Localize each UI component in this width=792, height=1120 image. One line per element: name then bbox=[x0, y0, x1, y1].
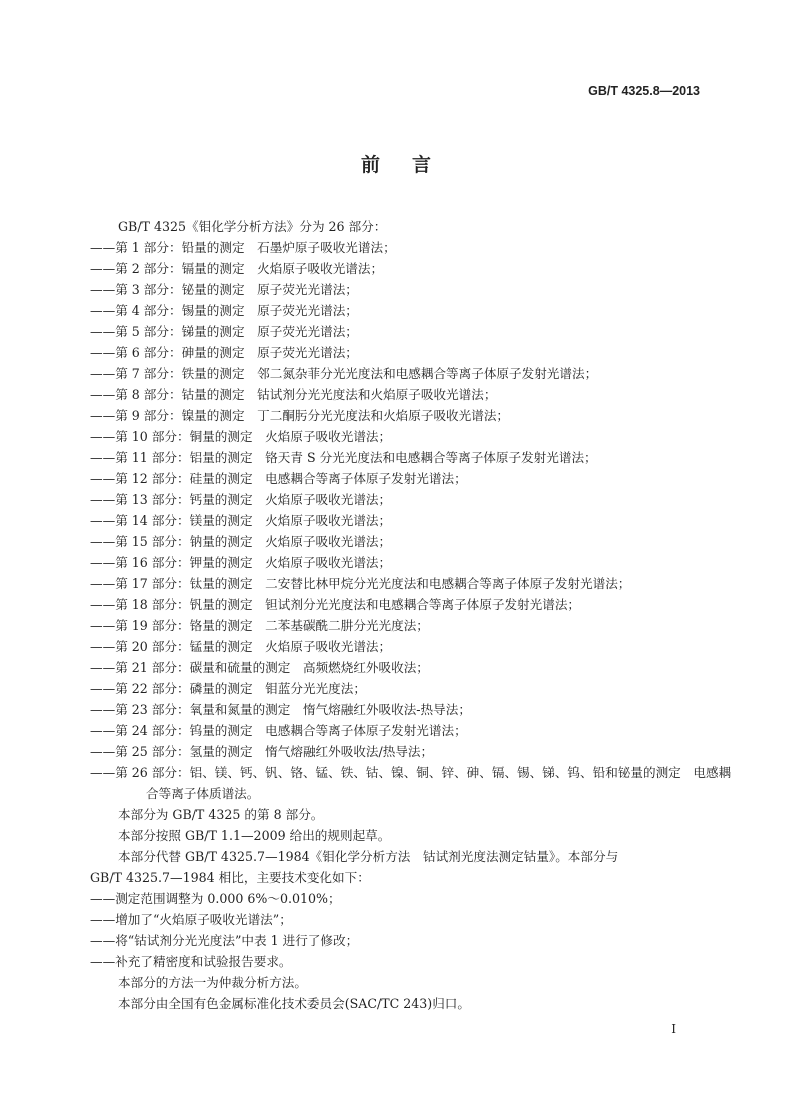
list-item: ——第 15 部分：钠量的测定 火焰原子吸收光谱法； bbox=[90, 534, 392, 549]
list-item: ——第 12 部分：硅量的测定 电感耦合等离子体原子发射光谱法； bbox=[90, 471, 467, 486]
list-item: ——第 24 部分：钨量的测定 电感耦合等离子体原子发射光谱法； bbox=[90, 723, 467, 738]
list-item: ——第 2 部分：镉量的测定 火焰原子吸收光谱法； bbox=[90, 261, 384, 276]
list-item: ——第 25 部分：氢量的测定 惰气熔融红外吸收法/热导法； bbox=[90, 744, 434, 759]
list-item: ——第 6 部分：砷量的测定 原子荧光光谱法； bbox=[90, 345, 358, 360]
list-item: ——第 7 部分：铁量的测定 邻二氮杂菲分光光度法和电感耦合等离子体原子发射光谱法； bbox=[90, 366, 598, 381]
list-item: ——增加了“火焰原子吸收光谱法”； bbox=[90, 912, 292, 927]
list-item: ——第 4 部分：锡量的测定 原子荧光光谱法； bbox=[90, 303, 358, 318]
list-item: ——第 17 部分：钛量的测定 二安替比林甲烷分光光度法和电感耦合等离子体原子发射光谱法； bbox=[90, 576, 631, 591]
list-item: ——第 21 部分：碳量和硫量的测定 高频燃烧红外吸收法； bbox=[90, 660, 429, 675]
list-item: ——测定范围调整为 0.000 6%～0.010%； bbox=[90, 891, 341, 906]
list-item-part26 bbox=[90, 762, 732, 804]
replacement-continuation: GB/T 4325.7—1984 相比，主要技术变化如下： bbox=[90, 870, 370, 885]
list-item: ——第 18 部分：钒量的测定 钽试剂分光光度法和电感耦合等离子体原子发射光谱法； bbox=[90, 597, 581, 612]
list-item: ——第 9 部分：镍量的测定 丁二酮肟分光光度法和火焰原子吸收光谱法； bbox=[90, 408, 510, 423]
list-item: ——第 23 部分：氧量和氮量的测定 惰气熔融红外吸收法-热导法； bbox=[90, 702, 471, 717]
intro-line: GB/T 4325《钼化学分析方法》分为 26 部分： bbox=[118, 219, 387, 234]
list-item: ——第 10 部分：铜量的测定 火焰原子吸收光谱法； bbox=[90, 429, 392, 444]
list-item: ——第 3 部分：铋量的测定 原子荧光光谱法； bbox=[90, 282, 358, 297]
list-item: ——第 13 部分：钙量的测定 火焰原子吸收光谱法； bbox=[90, 492, 392, 507]
list-item: ——第 1 部分：铅量的测定 石墨炉原子吸收光谱法； bbox=[90, 240, 396, 255]
standard-number: GB/T 4325.8—2013 bbox=[588, 84, 700, 98]
this-part-statement: 本部分为 GB/T 4325 的第 8 部分。 bbox=[118, 807, 324, 822]
replacement-line: 本部分代替 GB/T 4325.7—1984《钼化学分析方法 钴试剂光度法测定钴量》。本部分与 bbox=[118, 849, 619, 864]
list-item: ——第 19 部分：铬量的测定 二苯基碳酰二肼分光光度法； bbox=[90, 618, 429, 633]
parts-list bbox=[90, 237, 732, 804]
list-item: ——第 5 部分：锑量的测定 原子荧光光谱法； bbox=[90, 324, 358, 339]
list-item: ——第 20 部分：锰量的测定 火焰原子吸收光谱法； bbox=[90, 639, 392, 654]
list-item: ——第 16 部分：钾量的测定 火焰原子吸收光谱法； bbox=[90, 555, 392, 570]
list-item: ——将“钴试剂分光光度法”中表 1 进行了修改； bbox=[90, 933, 359, 948]
list-item: ——第 8 部分：钴量的测定 钴试剂分光光度法和火焰原子吸收光谱法； bbox=[90, 387, 497, 402]
managed-by-statement: 本部分由全国有色金属标准化技术委员会(SAC/TC 243)归口。 bbox=[118, 996, 470, 1011]
page-number: I bbox=[671, 1022, 676, 1036]
page-title: 前言 bbox=[360, 154, 463, 176]
arbitration-statement: 本部分的方法一为仲裁分析方法。 bbox=[118, 975, 307, 990]
list-item: ——第 14 部分：镁量的测定 火焰原子吸收光谱法； bbox=[90, 513, 392, 528]
changes-list bbox=[90, 888, 702, 972]
list-item: ——补充了精密度和试验报告要求。 bbox=[90, 954, 292, 969]
list-item: ——第 22 部分：磷量的测定 钼蓝分光光度法； bbox=[90, 681, 366, 696]
foreword-body bbox=[90, 216, 732, 1014]
list-item-continuation: 合等离子体质谱法。 bbox=[146, 786, 260, 801]
list-item: ——第 11 部分：铝量的测定 铬天青 S 分光光度法和电感耦合等离子体原子发射光谱法； bbox=[90, 450, 597, 465]
replacement-statement bbox=[90, 846, 702, 888]
list-item-line: ——第 26 部分：铝、镁、钙、钒、铬、锰、铁、钴、镍、铜、锌、砷、镉、锡、锑、钨、铅和铋量的测定 电感耦 bbox=[90, 765, 732, 780]
drafting-rule-statement: 本部分按照 GB/T 1.1—2009 给出的规则起草。 bbox=[118, 828, 391, 843]
